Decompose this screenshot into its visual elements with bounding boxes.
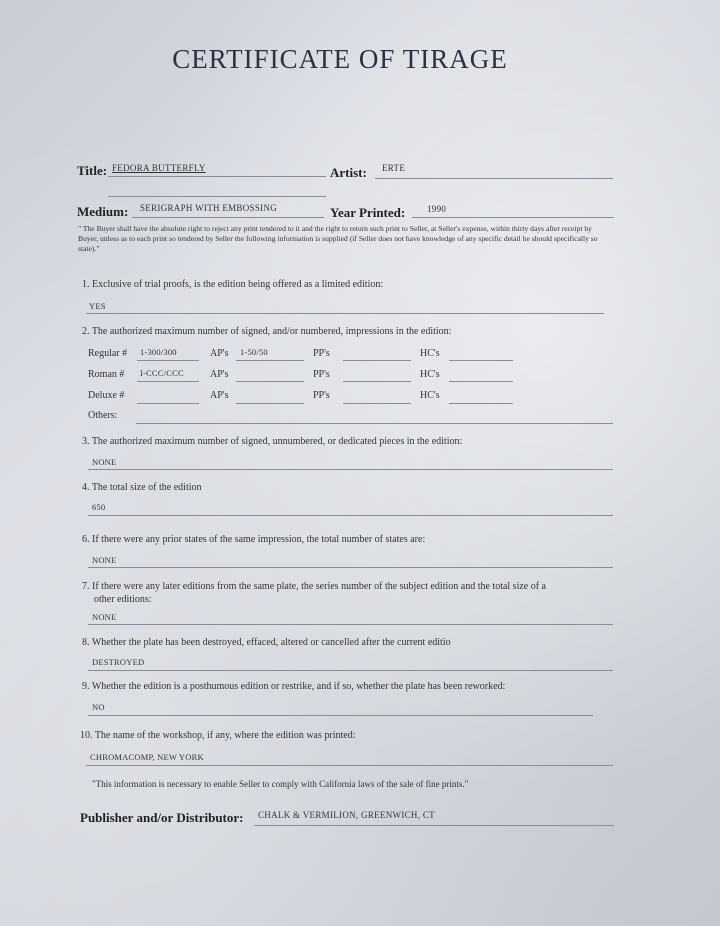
regular-label: Regular # [88,348,128,359]
answer-7: NONE [92,612,117,622]
question-1: 1. Exclusive of trial proofs, is the edition being offered as a limited edition: [82,279,384,290]
answer-4-line [88,515,613,516]
question-8: 8. Whether the plate has been destroyed, effaced, altered or cancelled after the current editio [82,637,451,648]
answer-9: NO [92,702,105,712]
question-7: 7. If there were any later editions from the same plate, the series number of the subject edition and the total size of a [82,581,546,592]
title-label: Title: [77,163,108,178]
answer-6-line [88,567,613,568]
answer-10-line [86,765,613,766]
deluxe-label: Deluxe # [88,390,125,401]
question-6: 6. If there were any prior states of the same impression, the total number of states are: [82,534,426,545]
deluxe-ap-line [236,403,304,404]
regular-hc-line [449,360,513,361]
title-line [108,176,326,177]
title-line-2 [108,196,326,197]
answer-4: 650 [92,502,106,512]
medium-value: SERIGRAPH WITH EMBOSSING [140,203,278,213]
year-value: 1990 [427,204,447,214]
answer-3: NONE [92,457,117,467]
deluxe-line [137,403,199,404]
regular-pp-label: PP's [313,348,330,359]
regular-line [137,360,199,361]
artist-label: Artist: [330,165,367,180]
deluxe-pp-label: PP's [313,390,330,401]
deluxe-pp-line [343,403,411,404]
regular-pp-line [343,360,411,361]
regular-ap-label: AP's [210,348,229,359]
roman-hc-label: HC's [420,369,440,380]
roman-pp-label: PP's [313,369,330,380]
roman-ap-label: AP's [210,369,229,380]
buyer-rights-note: " The Buyer shall have the absolute right to reject any print tendered to it and the right to return such print to Seller, at Seller's expense, within thirty days after receipt by Buyer, unless as to each print so tendered by Seller the following information is supplied (if Seller does not have knowledge of any specific detail he should specifically so state)." [78,224,598,253]
answer-8: DESTROYED [92,657,145,667]
answer-9-line [88,715,593,716]
question-3: 3. The authorized maximum number of signed, unnumbered, or dedicated pieces in the edition: [82,436,463,447]
medium-label: Medium: [77,204,129,219]
publisher-line [254,825,614,826]
answer-1-line [86,313,604,314]
answer-10: CHROMACOMP, NEW YORK [90,752,204,762]
answer-3-line [88,469,613,470]
deluxe-hc-label: HC's [420,390,440,401]
publisher-label: Publisher and/or Distributor: [80,810,244,825]
question-9: 9. Whether the edition is a posthumous edition or restrike, and if so, whether the plate has been reworked: [82,681,506,692]
roman-value: I-CCC/CCC [140,368,184,378]
regular-value: 1-300/300 [140,347,177,357]
question-10: 10. The name of the workshop, if any, where the edition was printed: [80,730,356,741]
deluxe-hc-line [449,403,513,404]
answer-8-line [88,670,613,671]
year-line [412,217,614,218]
certificate-heading: CERTIFICATE OF TIRAGE [172,44,508,74]
answer-7-line [88,624,613,625]
roman-line [137,381,199,382]
year-label: Year Printed: [330,205,406,220]
roman-pp-line [343,381,411,382]
roman-ap-line [236,381,304,382]
question-4: 4. The total size of the edition [82,482,202,493]
regular-hc-label: HC's [420,348,440,359]
title-value: FEDORA BUTTERFLY [112,163,206,173]
others-line [136,423,613,424]
question-7-cont: other editions: [94,594,152,605]
artist-line [375,178,613,179]
regular-ap-value: 1-50/50 [240,347,268,357]
deluxe-ap-label: AP's [210,390,229,401]
answer-1: YES [89,301,106,311]
question-2: 2. The authorized maximum number of signed, and/or numbered, impressions in the edition: [82,326,452,337]
others-label: Others: [88,410,118,421]
artist-value: ERTE [382,163,406,173]
medium-line [132,217,324,218]
regular-ap-line [236,360,304,361]
roman-hc-line [449,381,513,382]
publisher-value: CHALK & VERMILION, GREENWICH, CT [258,810,435,820]
answer-6: NONE [92,555,117,565]
california-note: "This information is necessary to enable Seller to comply with California laws of the sale of fine prints." [92,779,469,789]
roman-label: Roman # [88,369,125,380]
